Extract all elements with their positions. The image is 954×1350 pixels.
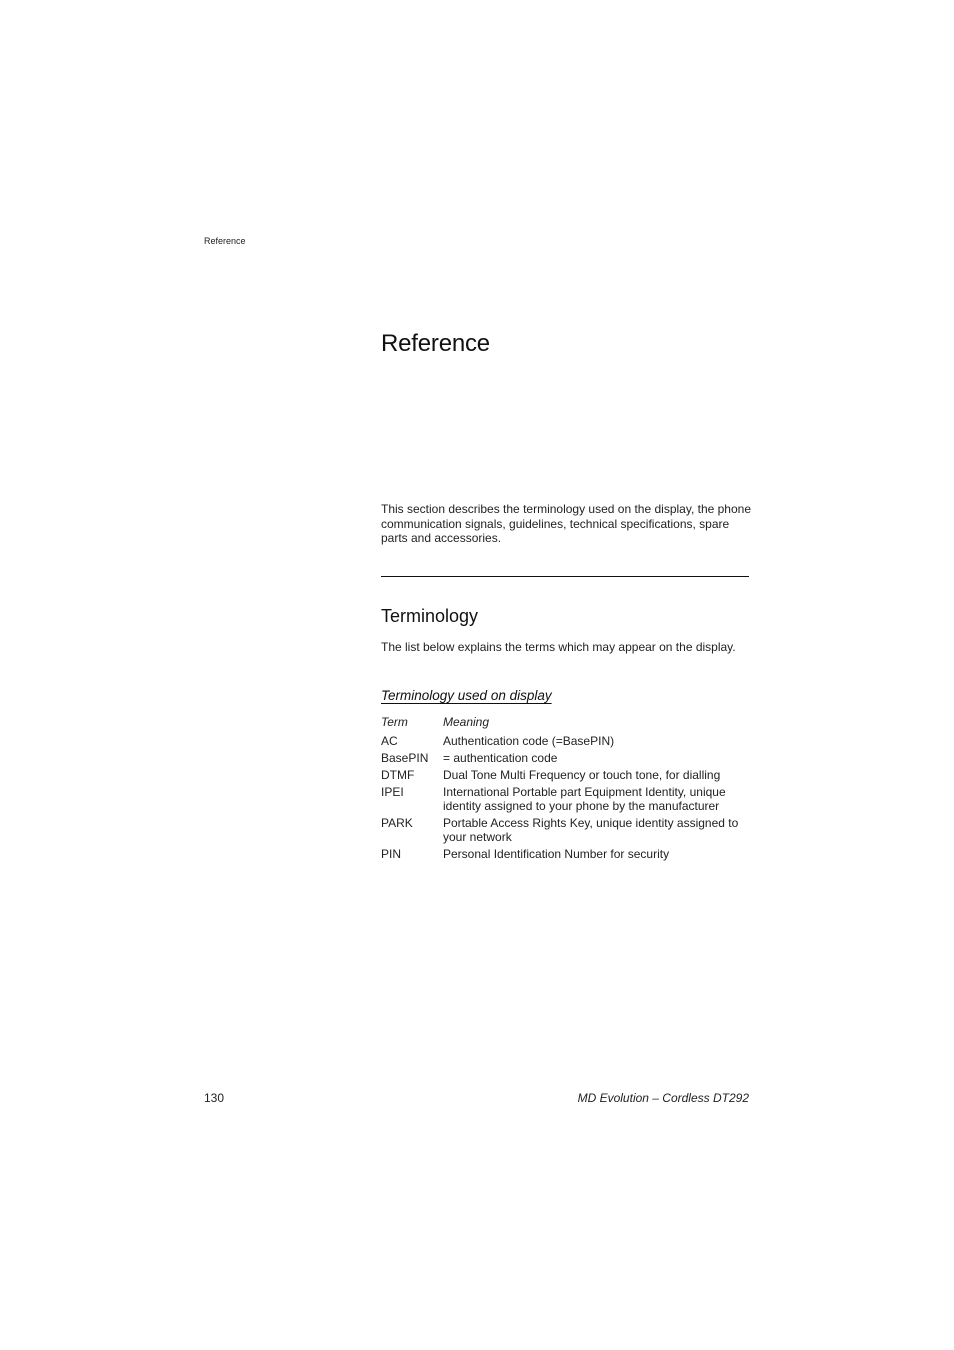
section-divider [381, 576, 749, 577]
table-row [381, 816, 753, 847]
meaning-cell: Portable Access Rights Key, unique identity assigned to your network [443, 816, 739, 844]
running-header: Reference [204, 236, 246, 246]
term-cell: AC [381, 734, 398, 748]
meaning-cell: = authentication code [443, 751, 558, 765]
table-row [381, 847, 753, 864]
intro-paragraph: This section describes the terminology used on the display, the phone communication signals, guidelines, technical specifications, spare parts and accessories. [381, 502, 751, 545]
subsection-title: Terminology used on display [381, 688, 552, 703]
page-number: 130 [204, 1091, 225, 1105]
terminology-table [381, 715, 753, 864]
column-header-meaning: Meaning [443, 715, 490, 729]
table-header-row [381, 715, 753, 734]
term-cell: DTMF [381, 768, 415, 782]
meaning-cell: Dual Tone Multi Frequency or touch tone, for dialling [443, 768, 721, 782]
table-row [381, 768, 753, 785]
section-title: Terminology [381, 606, 479, 626]
column-header-term: Term [381, 715, 408, 729]
meaning-cell: International Portable part Equipment Identity, unique identity assigned to your phone by the manufacturer [443, 785, 726, 813]
table-row [381, 734, 753, 751]
term-cell: IPEI [381, 785, 404, 799]
term-cell: PARK [381, 816, 413, 830]
table-row [381, 785, 753, 816]
page-title: Reference [381, 330, 490, 357]
section-description: The list below explains the terms which may appear on the display. [381, 640, 736, 654]
meaning-cell: Personal Identification Number for security [443, 847, 670, 861]
meaning-cell: Authentication code (=BasePIN) [443, 734, 615, 748]
document-title: MD Evolution – Cordless DT292 [577, 1091, 749, 1105]
term-cell: BasePIN [381, 751, 429, 765]
table-row [381, 751, 753, 768]
term-cell: PIN [381, 847, 402, 861]
